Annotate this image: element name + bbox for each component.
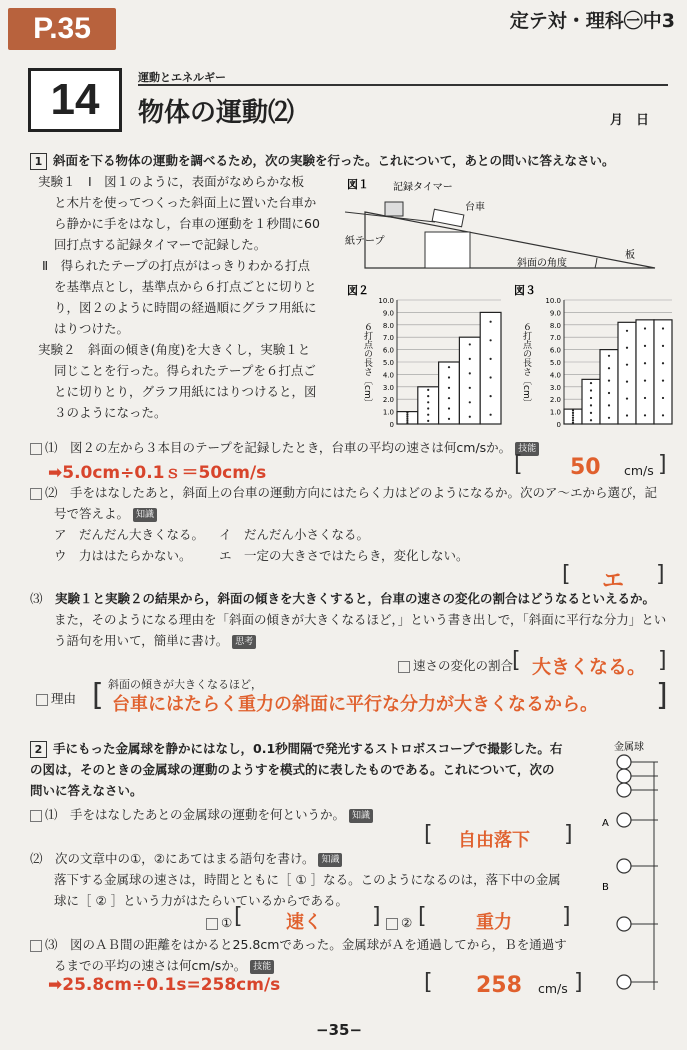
category-rule bbox=[138, 84, 668, 86]
tick-label: 6.0 bbox=[382, 346, 394, 355]
q1-sub3-reason-answer: 台車にはたらく重力の斜面に平行な分力が大きくなるから。 bbox=[112, 694, 598, 715]
tape-dot bbox=[572, 409, 574, 411]
exp1-line: り，図２のように時間の経過順にグラフ用紙に bbox=[54, 300, 317, 315]
q2-number: 2 bbox=[30, 741, 47, 758]
q2-sub3-answer: 258 bbox=[476, 973, 522, 998]
tape-dot bbox=[448, 397, 450, 399]
tape-dot bbox=[590, 404, 592, 406]
tick-label: 9.0 bbox=[549, 309, 561, 318]
tick-label: 2.0 bbox=[382, 396, 394, 405]
metal-ball bbox=[617, 813, 631, 827]
q2-sub1 bbox=[30, 804, 373, 825]
wood-block bbox=[425, 232, 470, 268]
sub-label: ⑴ bbox=[45, 440, 58, 455]
tick-label: 2.0 bbox=[549, 396, 561, 405]
tape-bar bbox=[582, 379, 600, 424]
tape-dot bbox=[626, 397, 628, 399]
bracket-right: ] bbox=[658, 648, 667, 673]
angle-arc bbox=[595, 258, 597, 268]
q1-intro-text: 斜面を下る物体の運動を調べるため，次の実験を行った。これについて，あとの問いに答えなさい。 bbox=[53, 153, 615, 168]
tape-dot bbox=[427, 407, 429, 409]
fig1-cart-label: 台車 bbox=[465, 202, 485, 213]
tape-dot bbox=[469, 343, 471, 345]
q1-sub1 bbox=[30, 437, 539, 458]
tape-dot bbox=[469, 387, 471, 389]
tape-dot bbox=[427, 389, 429, 391]
q2-sub1-answer: 自由落下 bbox=[458, 830, 530, 851]
bracket-right: ] bbox=[656, 562, 665, 587]
exp1-line: と木片を使ってつくった斜面上に置いた台車か bbox=[54, 195, 317, 210]
question-text: 手をはなしたあと，斜面上の台車の運動方向にはたらく力はどのようになるか。次のア～エから選び，記 bbox=[70, 485, 658, 500]
tick-label: 10.0 bbox=[378, 297, 394, 305]
tick-label: 1.0 bbox=[382, 408, 394, 417]
q1-sub2 bbox=[30, 482, 657, 566]
figure-1 bbox=[345, 172, 665, 282]
point-a-label: A bbox=[602, 818, 609, 829]
exp2-line: ３のようになった。 bbox=[54, 405, 167, 420]
page-tag: P.35 bbox=[8, 8, 116, 50]
tape-bar bbox=[636, 320, 654, 424]
sub-label: ⑶ bbox=[30, 591, 43, 606]
option-e: エ 一定の大きさではたらき，変化しない。 bbox=[219, 548, 469, 563]
tick-label: 5.0 bbox=[382, 359, 394, 367]
tape-dot bbox=[490, 321, 492, 323]
tape-dot bbox=[490, 414, 492, 416]
skill-tag: 技能 bbox=[515, 442, 539, 456]
unit-label: cm/s bbox=[538, 981, 568, 996]
tape-dot bbox=[590, 389, 592, 391]
page-title: 物体の運動⑵ bbox=[138, 98, 295, 128]
exp1-line: はりつけた。 bbox=[54, 321, 130, 336]
tape-dot bbox=[406, 420, 408, 422]
tape-dot bbox=[490, 376, 492, 378]
exp1-line: ら静かに手をはなし，台車の運動を１秒間に60 bbox=[54, 216, 320, 231]
tick-label: 10.0 bbox=[545, 297, 561, 305]
metal-ball-label: 金属球 bbox=[614, 742, 644, 753]
tick-label: 1.0 bbox=[549, 408, 561, 417]
ans1-label: ① bbox=[221, 915, 233, 930]
tape-dot bbox=[406, 414, 408, 416]
skill-tag: 思考 bbox=[232, 635, 256, 649]
q2-intro-text: 手にもった金属球を静かにはなし，0.1秒間隔で発光するストロボスコープで撮影した。右 bbox=[53, 741, 563, 756]
tape-dot bbox=[644, 380, 646, 382]
rate-label: 速さの変化の割合 bbox=[413, 658, 514, 673]
ans2-label: ② bbox=[401, 915, 413, 930]
tape-dot bbox=[626, 414, 628, 416]
tick-label: 3.0 bbox=[382, 383, 394, 392]
tape-dot bbox=[448, 387, 450, 389]
tape-dot bbox=[644, 414, 646, 416]
q2-sub2-answer1: 速く bbox=[286, 912, 322, 933]
page-number: −35− bbox=[316, 1021, 363, 1039]
skill-tag: 知識 bbox=[318, 853, 342, 867]
unit-label: cm/s bbox=[624, 463, 654, 478]
sub-label: ⑵ bbox=[45, 485, 58, 500]
q1-sub3 bbox=[30, 588, 666, 651]
experiment-text bbox=[38, 171, 338, 423]
checkbox[interactable] bbox=[206, 918, 218, 930]
tick-label: 8.0 bbox=[382, 321, 394, 330]
question-text: う語句を用いて，簡単に書け。 bbox=[54, 633, 229, 648]
checkbox[interactable] bbox=[386, 918, 398, 930]
exp2-line: 実験２ 斜面の傾き(角度)を大きくし，実験１と bbox=[38, 342, 311, 357]
bracket-left: [ bbox=[424, 822, 433, 847]
q1-intro bbox=[30, 150, 615, 171]
tape-dot bbox=[608, 404, 610, 406]
bracket-left: [ bbox=[234, 904, 243, 929]
tape-bar bbox=[439, 362, 460, 424]
rate-row bbox=[398, 655, 513, 676]
question-text: 球に［ ② ］という力がはたらいているからである。 bbox=[54, 893, 349, 908]
question-text: 図２の左から３本目のテープを記録したとき，台車の平均の速さは何cm/sか。 bbox=[70, 440, 512, 455]
tape-dot bbox=[608, 355, 610, 357]
q2-sub3-work: ➡25.8cm÷0.1s=258cm/s bbox=[48, 975, 281, 995]
figure-2 bbox=[345, 282, 515, 432]
tape-dot bbox=[608, 417, 610, 419]
unit-number: 14 bbox=[28, 68, 122, 132]
bracket-left: [ bbox=[92, 678, 104, 713]
category-label: 運動とエネルギー bbox=[138, 71, 226, 84]
exp1-line: を基準点とし，基準点から６打点ごとに切りと bbox=[54, 279, 317, 294]
tape-dot bbox=[448, 418, 450, 420]
tick-label: 5.0 bbox=[549, 359, 561, 367]
option-a: ア だんだん大きくなる。 bbox=[54, 527, 205, 542]
fig2-ylabel: ６打点の長さ〔cm〕 bbox=[362, 322, 372, 408]
checkbox[interactable] bbox=[30, 488, 42, 500]
checkbox[interactable] bbox=[30, 940, 42, 952]
sub-label: ⑵ bbox=[30, 851, 43, 866]
bracket-left: [ bbox=[418, 904, 427, 929]
metal-ball bbox=[617, 975, 631, 989]
q2-intro bbox=[30, 738, 562, 801]
tape-dot bbox=[626, 347, 628, 349]
recording-timer bbox=[385, 202, 403, 216]
option-i: イ だんだん小さくなる。 bbox=[219, 527, 370, 542]
tape-dot bbox=[448, 407, 450, 409]
skill-tag: 知識 bbox=[349, 809, 373, 823]
ans2-row bbox=[386, 912, 412, 933]
tape-dot bbox=[644, 327, 646, 329]
strobe-figure bbox=[598, 738, 684, 998]
tape-dot bbox=[608, 367, 610, 369]
question-text: 実験１と実験２の結果から，斜面の傾きを大きくすると，台車の速さの変化の割合はどうなるといえるか。 bbox=[55, 591, 656, 606]
tape-dot bbox=[590, 412, 592, 414]
reason-row bbox=[36, 688, 76, 709]
tick-label: 0 bbox=[556, 421, 561, 429]
tape-dot bbox=[608, 380, 610, 382]
question-text: 手をはなしたあとの金属球の運動を何というか。 bbox=[70, 807, 346, 822]
tape-bar bbox=[654, 320, 672, 424]
question-text: また，そのようになる理由を「斜面の傾きが大きくなるほど，」という書き出しで，「斜面に平行な分力」とい bbox=[54, 612, 667, 627]
tape-dot bbox=[490, 358, 492, 360]
fig3-label: 図３ bbox=[514, 284, 536, 297]
bracket-right: ] bbox=[656, 678, 668, 713]
fig1-angle-label: 斜面の角度 bbox=[517, 258, 567, 269]
question-text: 落下する金属球の速さは，時間とともに［ ① ］なる。このようになるのは，落下中の金属 bbox=[54, 872, 561, 887]
q2-sub3 bbox=[30, 934, 567, 976]
tape-bar bbox=[618, 322, 636, 424]
exp2-line: 同じことを行った。得られたテープを６打点ご bbox=[54, 363, 316, 378]
bracket-right: ] bbox=[574, 970, 583, 995]
date-field: 月 日 bbox=[610, 113, 650, 128]
tick-label: 0 bbox=[389, 421, 394, 429]
question-text: 図のＡＢ間の距離をはかると25.8cmであった。金属球がＡを通過してから，Ｂを通過す bbox=[70, 937, 567, 952]
q1-sub2-answer: エ bbox=[602, 569, 625, 594]
bracket-left: [ bbox=[512, 648, 521, 673]
ans1-row bbox=[206, 912, 232, 933]
bracket-left: [ bbox=[514, 452, 523, 477]
fig1-board-label: 板 bbox=[625, 250, 635, 261]
figure-3 bbox=[512, 282, 682, 432]
question-text: 次の文章中の①，②にあてはまる語句を書け。 bbox=[55, 851, 315, 866]
series-title: 定テ対・理科㊀中3 bbox=[509, 10, 675, 32]
exp1-line: 実験１ Ⅰ 図１のように，表面がなめらかな板 bbox=[38, 174, 305, 189]
tape-dot bbox=[469, 358, 471, 360]
tape-dot bbox=[662, 362, 664, 364]
checkbox[interactable] bbox=[398, 661, 410, 673]
tape-dot bbox=[626, 330, 628, 332]
tape-dot bbox=[572, 412, 574, 414]
tape-dot bbox=[469, 416, 471, 418]
tape-dot bbox=[427, 414, 429, 416]
metal-ball bbox=[617, 917, 631, 931]
metal-ball bbox=[617, 769, 631, 783]
bracket-left: [ bbox=[562, 562, 571, 587]
tape-dot bbox=[626, 364, 628, 366]
tape-dot bbox=[469, 401, 471, 403]
tape-dot bbox=[490, 395, 492, 397]
tick-label: 7.0 bbox=[382, 334, 394, 343]
sub-label: ⑴ bbox=[45, 807, 58, 822]
slope-board bbox=[365, 212, 655, 268]
tape-dot bbox=[427, 395, 429, 397]
tick-label: 4.0 bbox=[549, 371, 561, 380]
tape-dot bbox=[406, 422, 408, 424]
bracket-left: [ bbox=[424, 970, 433, 995]
checkbox[interactable] bbox=[30, 810, 42, 822]
tape-dot bbox=[448, 376, 450, 378]
tape-dot bbox=[572, 419, 574, 421]
tape-bar bbox=[600, 350, 618, 424]
fig2-label: 図２ bbox=[347, 284, 369, 297]
tape-bar bbox=[459, 337, 480, 424]
question-text: 号で答えよ。 bbox=[54, 506, 130, 521]
tick-label: 7.0 bbox=[549, 334, 561, 343]
tape-dot bbox=[662, 327, 664, 329]
tape-dot bbox=[662, 397, 664, 399]
fig1-tape-label: 紙テープ bbox=[345, 236, 385, 247]
tape-dot bbox=[469, 372, 471, 374]
tape-dot bbox=[448, 366, 450, 368]
tick-label: 8.0 bbox=[549, 321, 561, 330]
skill-tag: 知識 bbox=[133, 508, 157, 522]
tape-dot bbox=[590, 382, 592, 384]
fig1-timer-label: 記録タイマー bbox=[393, 182, 453, 193]
metal-ball bbox=[617, 783, 631, 797]
metal-ball bbox=[617, 859, 631, 873]
skill-tag: 技能 bbox=[250, 960, 274, 974]
q1-sub3-rate-answer: 大きくなる。 bbox=[532, 656, 647, 678]
tape-dot bbox=[427, 401, 429, 403]
reason-prefix: 斜面の傾きが大きくなるほど， bbox=[108, 678, 262, 691]
tape-dot bbox=[644, 397, 646, 399]
point-b-label: B bbox=[602, 882, 609, 893]
tape-dot bbox=[590, 397, 592, 399]
tape-bar bbox=[480, 312, 501, 424]
q2-sub2-answer2: 重力 bbox=[476, 912, 512, 933]
tape-dot bbox=[572, 414, 574, 416]
tape-dot bbox=[608, 392, 610, 394]
tape-dot bbox=[427, 420, 429, 422]
bracket-right: ] bbox=[372, 904, 381, 929]
tape-dot bbox=[644, 345, 646, 347]
tick-label: 4.0 bbox=[382, 371, 394, 380]
tape-dot bbox=[406, 416, 408, 418]
tape-bar bbox=[418, 387, 439, 424]
q1-number: 1 bbox=[30, 153, 47, 170]
tape-dot bbox=[662, 345, 664, 347]
q1-sub1-answer: 50 bbox=[570, 455, 601, 480]
tape-dot bbox=[406, 418, 408, 420]
metal-ball bbox=[617, 755, 631, 769]
bracket-right: ] bbox=[658, 452, 667, 477]
tick-label: 9.0 bbox=[382, 309, 394, 318]
q1-sub1-work: ➡5.0cm÷0.1ｓ＝50cm/s bbox=[48, 463, 267, 483]
tape-dot bbox=[644, 362, 646, 364]
q2-sub2 bbox=[30, 848, 561, 911]
q2-intro-text: の図は，そのときの金属球の運動のようすを模式的に表したものである。これについて，次の bbox=[30, 762, 555, 777]
exp1-line: Ⅱ 得られたテープの打点がはっきりわかる打点 bbox=[42, 258, 311, 273]
sub-label: ⑶ bbox=[45, 937, 58, 952]
tape-dot bbox=[626, 381, 628, 383]
tape-dot bbox=[572, 417, 574, 419]
tick-label: 6.0 bbox=[549, 346, 561, 355]
tape-dot bbox=[662, 380, 664, 382]
checkbox[interactable] bbox=[30, 443, 42, 455]
option-u: ウ 力ははたらかない。 bbox=[54, 548, 192, 563]
tape-dot bbox=[590, 419, 592, 421]
exp2-line: とに切りとり，グラフ用紙にはりつけると，図 bbox=[54, 384, 317, 399]
exp1-line: 回打点する記録タイマーで記録した。 bbox=[54, 237, 267, 252]
tape-dot bbox=[572, 422, 574, 424]
tick-label: 3.0 bbox=[549, 383, 561, 392]
tape-dot bbox=[490, 339, 492, 341]
fig3-ylabel: ６打点の長さ〔cm〕 bbox=[521, 322, 531, 408]
reason-label: 理由 bbox=[51, 691, 77, 706]
fig1-label: 図１ bbox=[347, 178, 369, 191]
bracket-right: ] bbox=[564, 822, 573, 847]
checkbox[interactable] bbox=[36, 694, 48, 706]
tape-dot bbox=[406, 412, 408, 414]
question-text: るまでの平均の速さは何cm/sか。 bbox=[54, 958, 247, 973]
cart bbox=[432, 209, 464, 227]
bracket-right: ] bbox=[562, 904, 571, 929]
q2-intro-text: 問いに答えなさい。 bbox=[30, 783, 143, 798]
tape-dot bbox=[662, 414, 664, 416]
